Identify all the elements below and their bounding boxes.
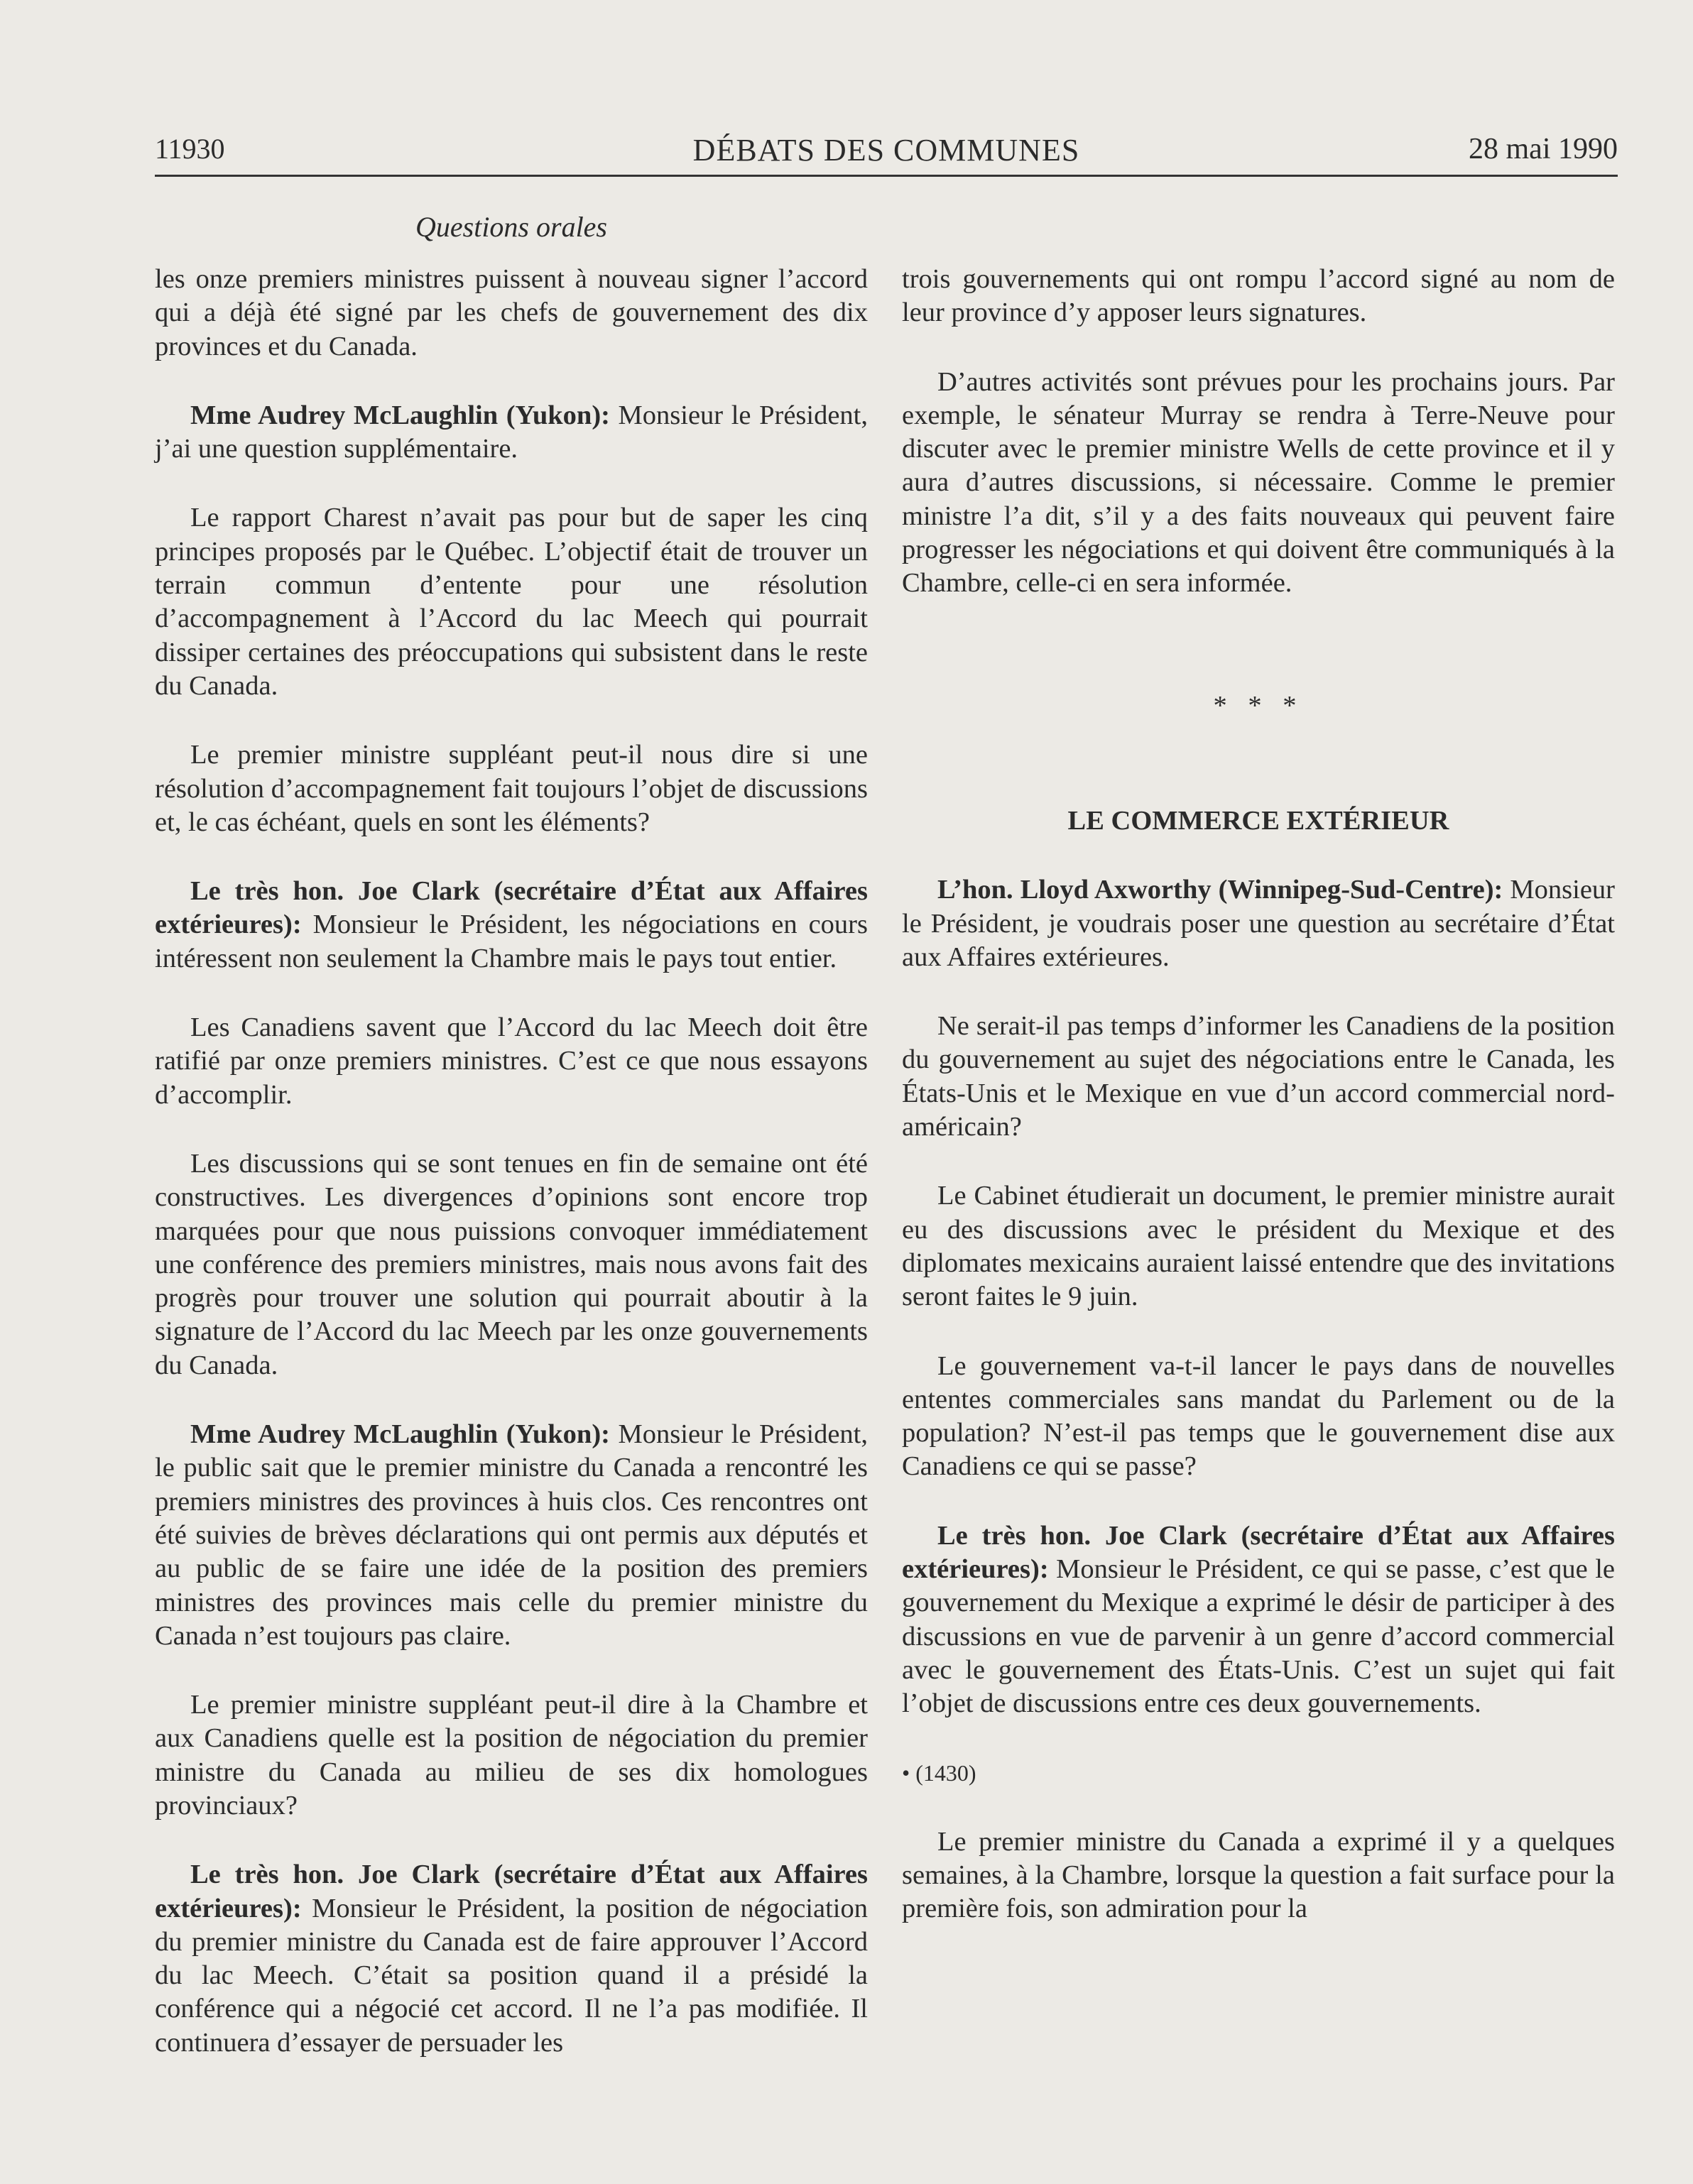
paragraph: Le premier ministre suppléant peut-il nous dire si une résolution d’accompagnement fait toujours l’objet de discussions et, le cas échéant, quels en sont les éléments?: [155, 740, 868, 837]
section-label: Questions orales: [415, 211, 607, 243]
speaker-name: L’hon. Lloyd Axworthy (Winnipeg-Sud-Centre):: [937, 875, 1503, 905]
speaker-name: Le très hon. Joe Clark (secrétaire d’État aux Affaires extérieures):: [155, 876, 868, 940]
paragraph: Le gouvernement va-t-il lancer le pays dans de nouvelles ententes commerciales sans mandat du Parlement ou de la population? N’est-il pas temps que le gouvernement dise aux Canadiens ce qui se passe?: [902, 1350, 1615, 1482]
paragraph: trois gouvernements qui ont rompu l’accord signé au nom de leur province d’y apposer leurs signatures.: [902, 264, 1615, 328]
paragraph: les onze premiers ministres puissent à nouveau signer l’accord qui a déjà été signé par les chefs de gouvernement des dix provinces et du Canada.: [155, 264, 868, 361]
page-number: 11930: [155, 133, 225, 165]
paragraph: Le premier ministre du Canada a exprimé il y a quelques semaines, à la Chambre, lorsque la question a fait surface pour la première fois, son admiration pour la: [902, 1826, 1615, 1924]
time-marker: • (1430): [902, 1759, 976, 1786]
paragraph: Le très hon. Joe Clark (secrétaire d’État aux Affaires extérieures): Monsieur le Président, ce qui se passe, c’est que le gouvernement du Mexique a exprimé le désir de participer à des discussions en vue de parvenir à un genre d’accord commercial avec le gouvernement des États-Unis. C’est un sujet qui fait l’objet de discussions entre ces deux gouvernements.: [902, 1520, 1615, 1719]
speaker-name: Le très hon. Joe Clark (secrétaire d’État aux Affaires extérieures):: [902, 1520, 1615, 1585]
paragraph: Mme Audrey McLaughlin (Yukon): Monsieur le Président, j’ai une question supplémentaire.: [155, 400, 869, 464]
paragraph: L’hon. Lloyd Axworthy (Winnipeg-Sud-Centre): Monsieur le Président, je voudrais poser une question au secrétaire d’État aux Affaires extérieures.: [902, 875, 1615, 972]
left-column: [155, 263, 868, 2060]
paragraph: Les discussions qui se sont tenues en fin de semaine ont été constructives. Les divergences d’opinions sont encore trop marquées pour que nous puissions convoquer immédiatement une conférence des premiers ministres, mais nous avons fait des progrès pour trouver une solution qui pourrait aboutir à la signature de l’Accord du lac Meech par les onze gouvernements du Canada.: [155, 1148, 868, 1380]
paragraph: Le premier ministre suppléant peut-il dire à la Chambre et aux Canadiens quelle est la position de négociation du premier ministre du Canada au milieu de ses dix homologues provinciaux?: [155, 1690, 868, 1820]
paragraph: Ne serait-il pas temps d’informer les Canadiens de la position du gouvernement au sujet des négociations entre le Canada, les États-Unis et le Mexique en vue d’un accord commercial nord-américain?: [902, 1011, 1615, 1142]
paragraph: Le très hon. Joe Clark (secrétaire d’État aux Affaires extérieures): Monsieur le Président, la position de négociation du premier ministre du Canada est de faire approuver l’Accord du lac Meech. C’était sa position quand il a présidé la conférence qui a négocié cet accord. Il ne l’a pas modifiée. Il continuera d’essayer de persuader les: [155, 1860, 868, 2058]
speaker-name: Mme Audrey McLaughlin (Yukon):: [190, 400, 610, 430]
paragraph: Le rapport Charest n’avait pas pour but de saper les cinq principes proposés par le Québec. L’objectif était de trouver un terrain commun d’entente pour une résolution d’accompagnement à l’Accord du lac Meech qui pourrait dissiper certaines des préoccupations qui subsistent dans le reste du Canada.: [155, 503, 868, 701]
page-header: [155, 132, 1618, 175]
paragraph: Le très hon. Joe Clark (secrétaire d’État aux Affaires extérieures): Monsieur le Président, les négociations en cours intéressent non seulement la Chambre mais le pays tout entier.: [155, 876, 868, 973]
right-column: [902, 263, 1615, 1926]
section-heading: LE COMMERCE EXTÉRIEUR: [1067, 805, 1449, 836]
speaker-name: Mme Audrey McLaughlin (Yukon):: [190, 1419, 610, 1450]
section-separator: * * *: [1213, 690, 1304, 721]
speaker-name: Le très hon. Joe Clark (secrétaire d’État aux Affaires extérieures):: [155, 1860, 868, 1923]
paragraph: Mme Audrey McLaughlin (Yukon): Monsieur le Président, le public sait que le premier ministre du Canada a rencontré les premiers ministres des provinces à huis clos. Ces rencontres ont été suivies de brèves déclarations qui ont permis aux députés et au public de se faire une idée de la position des premiers ministres des provinces mais celle du premier ministre du Canada n’est toujours pas claire.: [155, 1419, 869, 1651]
paragraph: D’autres activités sont prévues pour les prochains jours. Par exemple, le sénateur Murray se rendra à Terre-Neuve pour discuter avec le premier ministre Wells de cette province et il y aura d’autres discussions, si nécessaire. Comme le premier ministre l’a dit, s’il y a des faits nouveaux qui peuvent faire progresser les négociations et qui doivent être communiqués à la Chambre, celle-ci en sera informée.: [902, 366, 1615, 599]
paragraph: Les Canadiens savent que l’Accord du lac Meech doit être ratifié par onze premiers ministres. C’est ce que nous essayons d’accomplir.: [155, 1012, 868, 1110]
paragraph: Le Cabinet étudierait un document, le premier ministre aurait eu des discussions avec le président du Mexique et des diplomates mexicains auraient laissé entendre que des invitations seront faites le 9 juin.: [902, 1181, 1615, 1312]
header-rule: [155, 175, 1618, 177]
publication-title: DÉBATS DES COMMUNES: [692, 133, 1080, 168]
publication-date: 28 mai 1990: [1469, 133, 1618, 165]
